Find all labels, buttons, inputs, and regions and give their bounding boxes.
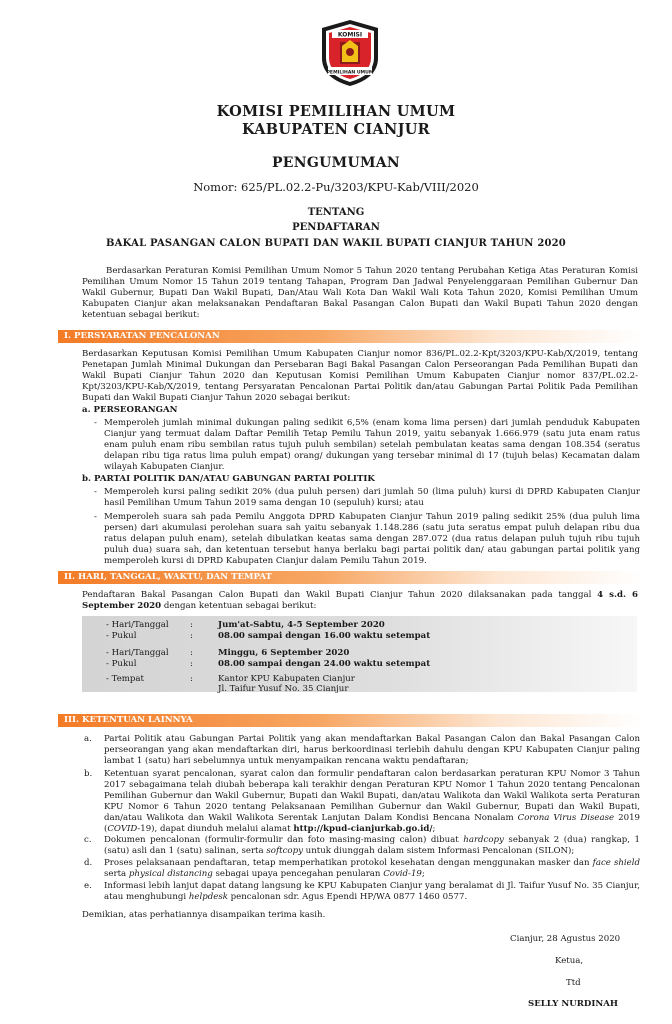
section-heading-requirements: I. PERSYARATAN PENCALONAN — [58, 330, 642, 343]
item-text: Proses pelaksanaan pendaftaran, tetap memperhatikan protokol kesehatan dengan menggunakan masker dan — [104, 858, 593, 868]
item-letter: e. — [84, 881, 92, 891]
item-text-italic: physical distancing — [128, 869, 213, 879]
org-name-line1: KOMISI PEMILIHAN UMUM — [216, 103, 456, 120]
item-text-italic: Corona Virus Disease — [517, 813, 615, 823]
schedule-row — [82, 684, 637, 695]
signature-role: Ketua, — [555, 956, 584, 966]
item-letter: d. — [84, 858, 93, 868]
item-text-italic: COVID — [107, 824, 138, 834]
provision-item — [84, 769, 640, 835]
bullet-text: Memperoleh suara sah pada Pemilu Anggota DPRD Kabupaten Cianjur Tahun 2019 paling sedikit 25% (dua puluh lima persen) dari akumulasi perolehan suara sah yaitu sebanyak 1.148.286 (satu juta seratus empat puluh delapan ribu dua ratus delapan puluh enam), setelah dibulatkan keatas sama dengan 287.072 (dua ratus delapan puluh tujuh ribu tujuh puluh dua) suara sah, dan ketentuan tersebut hanya berlaku bagi partai politik dan/ atau gabungan partai politik yang memperoleh kursi di DPRD Kabupaten Cianjur dalam Pemilu Tahun 2019. — [104, 512, 640, 566]
org-name-line2: KABUPATEN CIANJUR — [241, 121, 431, 138]
schedule-value: Minggu, 6 September 2020 — [218, 648, 350, 658]
schedule-colon: : — [190, 659, 193, 669]
item-text: ; — [432, 824, 436, 834]
schedule-text-end: dengan ketentuan sebagai berikut: — [161, 601, 317, 611]
bullet-perseorangan: - Memperoleh jumlah minimal dukungan paling sedikit 6,5% (enam koma lima persen) dari jumlah penduduk Kabupaten Cianjur yang termuat dalam Daftar Pemilih Tetap Pemilu Tahun 2019, yaitu sebanyak 1.666.979 (satu juta enam ratus enam puluh enam ribu sembilan ratus tujuh puluh sembilan) setelah pembulatan keatas sama dengan 108.354 (seratus delapan ribu tiga ratus lima puluh empat) orang/ dukungan yang tersebar minimal di 17 (tujuh belas) Kecamatan dalam wilayah Kabupaten Cianjur. — [94, 418, 640, 472]
section-heading-schedule: II. HARI, TANGGAL, WAKTU, DAN TEMPAT — [58, 571, 642, 584]
document-number: Nomor: 625/PL.02.2-Pu/3203/KPU-Kab/VIII/2020 — [193, 180, 479, 194]
item-text: 2019 ( — [104, 813, 640, 834]
schedule-row — [82, 631, 637, 642]
item-text: Ketentuan syarat pencalonan, syarat calon dan formulir pendaftaran calon berdasarkan peraturan KPU Nomor 3 Tahun 2017 sebagaimana telah diubah beberapa kali terakhir dengan Peraturan KPU Nomor 1 Tahun 2020 tentang Pencalonan Pemilihan Gubernur dan Wakil Gubernur, Bupati dan Wakil Bupati, dan/atau Walikota dan Wakil Walikota serta Peraturan KPU Nomor 6 Tahun 2020 tentang Pelaksanaan Pemilihan Gubernur dan Wakil Gubernur, Bupati dan Wakil Bupati, dan/atau Walikota dan Wakil Walikota Serentak Lanjutan Dalam Kondisi Bencana Nonalam — [104, 769, 640, 823]
schedule-colon: : — [190, 674, 193, 684]
item-text-italic: hardcopy — [463, 835, 504, 845]
kpu-logo-icon — [318, 18, 382, 88]
item-text: sebagai upaya pencegahan penularan — [212, 869, 384, 879]
item-text: sebanyak 2 (dua) rangkap, 1 (satu) asli dan 1 (satu) salinan, serta — [104, 835, 640, 856]
schedule-label: - Pukul — [106, 659, 137, 669]
schedule-row — [82, 659, 637, 670]
logo-text-top: KOMISI — [337, 31, 363, 39]
item-text-italic: helpdesk — [188, 892, 228, 902]
schedule-value: Kantor KPU Kabupaten Cianjur — [218, 674, 355, 684]
tentang-label: TENTANG — [307, 207, 365, 218]
schedule-paragraph — [82, 590, 638, 612]
schedule-colon: : — [190, 620, 193, 630]
provision-item — [84, 881, 640, 903]
section-heading-other-provisions: III. KETENTUAN LAINNYA — [58, 714, 642, 727]
bullet-partai-suara: - Memperoleh suara sah pada Pemilu Anggota DPRD Kabupaten Cianjur Tahun 2019 paling sedikit 25% (dua puluh lima persen) dari akumulasi perolehan suara sah yaitu sebanyak 1.148.286 (satu juta seratus empat puluh delapan ribu dua ratus delapan puluh enam), setelah dibulatkan keatas sama dengan 287.072 (dua ratus delapan puluh tujuh ribu tujuh puluh dua) suara sah, dan ketentuan tersebut hanya berlaku bagi partai politik dan/ atau gabungan partai politik yang memperoleh kursi di DPRD Kabupaten Cianjur dalam Pemilu Tahun 2019. — [94, 512, 640, 566]
schedule-dates: 4 s.d. 6 September 2020 — [82, 590, 638, 611]
subheading-partai-politik: b. PARTAI POLITIK DAN/ATAU GABUNGAN PARTAI POLITIK — [82, 474, 375, 484]
schedule-value: Jl. Taifur Yusuf No. 35 Cianjur — [218, 684, 349, 694]
schedule-box — [82, 616, 637, 692]
signatory-name: SELLY NURDINAH — [528, 999, 619, 1009]
bullet-partai-kursi: - Memperoleh kursi paling sedikit 20% (dua puluh persen) dari jumlah 50 (lima puluh) kursi di DPRD Kabupaten Cianjur hasil Pemilihan Umum Tahun 2019 sama dengan 10 (sepuluh) kursi; atau — [94, 487, 640, 508]
intro-paragraph: Berdasarkan Peraturan Komisi Pemilihan Umum Nomor 5 Tahun 2020 tentang Perubahan Ketiga Atas Peraturan Komisi Pemilihan Umum Nomor 15 Tahun 2019 tentang Tahapan, Program Dan Jadwal Penyelenggaraan Pemilihan Gubernur Dan Wakil Gubernur, Bupati Dan Wakil Bupati, Dan/Atau Wali Kota Dan Wakil Wali Kota Tahun 2020, Komisi Pemilihan Umum Kabupaten Cianjur akan melaksanakan Pendaftaran Bakal Pasangan Calon Bupati dan Wakil Bupati Tahun 2020 dengan ketentuan sebagai berikut: — [82, 266, 638, 320]
item-text: Dokumen pencalonan (formulir-formulir dan foto masing-masing calon) dibuat — [104, 835, 464, 845]
schedule-text: Pendaftaran Bakal Pasangan Calon Bupati dan Wakil Bupati Cianjur Tahun 2020 dilaksanakan pada tanggal — [82, 590, 598, 600]
signature-ttd: Ttd — [566, 978, 581, 988]
pendaftaran-label: PENDAFTARAN — [292, 222, 380, 233]
schedule-value: Jum'at-Sabtu, 4-5 September 2020 — [218, 620, 385, 630]
document-title: PENGUMUMAN — [271, 155, 401, 171]
schedule-colon: : — [190, 631, 193, 641]
bullet-text: Memperoleh jumlah minimal dukungan paling sedikit 6,5% (enam koma lima persen) dari jumlah penduduk Kabupaten Cianjur yang termuat dalam Daftar Pemilih Tetap Pemilu Tahun 2019, yaitu sebanyak 1.666.979 (satu juta enam ratus enam puluh enam ribu sembilan ratus tujuh puluh sembilan) setelah pembulatan keatas sama dengan 108.354 (seratus delapan ribu tiga ratus lima puluh empat) orang/ dukungan yang tersebar minimal di 17 (tujuh belas) Kecamatan dalam wilayah Kabupaten Cianjur. — [104, 418, 640, 472]
logo-text-bottom: PEMILIHAN UMUM — [326, 70, 374, 76]
download-link[interactable]: http://kpud-cianjurkab.go.id/ — [293, 824, 433, 834]
item-text: Informasi lebih lanjut dapat datang langsung ke KPU Kabupaten Cianjur yang beralamat di Jl. Taifur Yusuf No. 35 Cianjur, atau menghubungi — [104, 881, 640, 902]
schedule-value: 08.00 sampai dengan 24.00 waktu setempat — [218, 659, 431, 669]
schedule-label: - Hari/Tanggal — [106, 648, 169, 658]
signature-place-date: Cianjur, 28 Agustus 2020 — [510, 934, 621, 944]
item-text: pencalonan sdr. Agus Ependi HP/WA 0877 1460 0577. — [227, 892, 468, 902]
schedule-colon: : — [190, 648, 193, 658]
schedule-label: - Tempat — [106, 674, 145, 684]
item-text: serta — [104, 869, 129, 879]
item-text-italic: face shield — [592, 858, 640, 868]
provision-item — [84, 835, 640, 857]
subheading-perseorangan: a. PERSEORANGAN — [82, 405, 178, 415]
item-letter: a. — [84, 734, 92, 744]
schedule-label: - Pukul — [106, 631, 137, 641]
subject-line: BAKAL PASANGAN CALON BUPATI DAN WAKIL BUPATI CIANJUR TAHUN 2020 — [106, 238, 566, 249]
closing-text: Demikian, atas perhatiannya disampaikan terima kasih. — [82, 910, 326, 920]
requirements-paragraph: Berdasarkan Keputusan Komisi Pemilihan Umum Kabupaten Cianjur nomor 836/PL.02.2-Kpt/3203/KPU-Kab/X/2019, tentang Penetapan Jumlah Minimal Dukungan dan Persebaran Bagi Bakal Pasangan Calon Perseorangan Pada Pemilihan Bupati dan Wakil Bupati Cianjur Tahun 2020 dan Keputusan Komisi Pemilihan Umum Kabupaten Cianjur nomor 837/PL.02.2-Kpt/3203/KPU-Kab/X/2019, tentang Persyaratan Pencalonan Partai Politik dan/atau Gabungan Partai Politik Pada Pemilihan Bupati dan Wakil Bupati Cianjur Tahun 2020 sebagai berikut: — [82, 349, 638, 403]
schedule-value: 08.00 sampai dengan 16.00 waktu setempat — [218, 631, 431, 641]
schedule-label: - Hari/Tanggal — [106, 620, 169, 630]
item-text-italic: softcopy — [266, 846, 303, 856]
item-text: -19), dapat diunduh melalui alamat — [137, 824, 294, 834]
provision-item — [84, 858, 640, 880]
item-letter: b. — [84, 769, 93, 779]
schedule-row — [82, 620, 637, 631]
provision-item — [84, 734, 640, 767]
item-text: ; — [421, 869, 425, 879]
item-text: Partai Politik atau Gabungan Partai Politik yang akan mendaftarkan Bakal Pasangan Calon dan Bakal Pasangan Calon perseorangan yang akan mendaftarkan diri, harus berkoordinasi terlebih dahulu dengan KPU Kabupaten Cianjur paling lambat 1 (satu) hari sebelumnya untuk menyampaikan rencana waktu pendaftaran; — [104, 734, 640, 766]
bullet-text: Memperoleh kursi paling sedikit 20% (dua puluh persen) dari jumlah 50 (lima puluh) kursi di DPRD Kabupaten Cianjur hasil Pemilihan Umum Tahun 2019 sama dengan 10 (sepuluh) kursi; atau — [104, 487, 640, 508]
item-text: untuk diunggah dalam sistem Informasi Pencalonan (SILON); — [302, 846, 575, 856]
item-letter: c. — [84, 835, 92, 845]
schedule-row — [82, 648, 637, 659]
item-text-italic: Covid-19 — [383, 869, 422, 879]
